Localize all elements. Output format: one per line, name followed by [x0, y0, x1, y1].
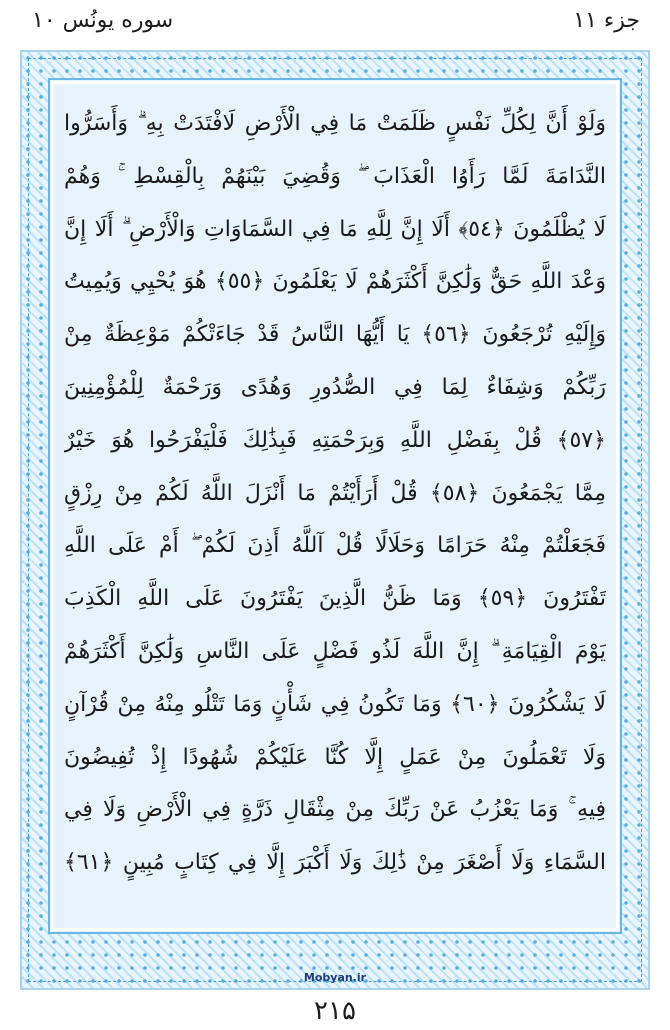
text-line-1: وَلَوْ أَنَّ لِكُلِّ نَفْسٍ ظَلَمَتْ مَا فِي الْأَرْضِ لَافْتَدَتْ بِهِ ۗ وَأَسَرُّوا	[64, 111, 606, 136]
ornamental-frame	[20, 50, 650, 990]
text-line-5: وَإِلَيْهِ تُرْجَعُونَ ﴿٥٦﴾ يَا أَيُّهَا النَّاسُ قَدْ جَاءَتْكُمْ مَوْعِظَةٌ مِنْ	[64, 322, 606, 348]
text-panel	[48, 78, 622, 934]
text-line-6: رَبِّكُمْ وَشِفَاءٌ لِمَا فِي الصُّدُورِ وَهُدًى وَرَحْمَةٌ لِلْمُؤْمِنِينَ	[64, 374, 606, 400]
text-line-4: وَعْدَ اللَّهِ حَقٌّ وَلَٰكِنَّ أَكْثَرَهُمْ لَا يَعْلَمُونَ ﴿٥٥﴾ هُوَ يُحْيِي وَيُمِيتُ	[64, 269, 606, 295]
surah-label: سوره یونُس ۱۰	[32, 8, 174, 33]
page-number: ۲۱۵	[314, 996, 356, 1026]
text-line-12: لَا يَشْكُرُونَ ﴿٦٠﴾ وَمَا تَكُونُ فِي شَأْنٍ وَمَا تَتْلُو مِنْهُ مِنْ قُرْآنٍ	[64, 691, 606, 717]
text-line-9: فَجَعَلْتُمْ مِنْهُ حَرَامًا وَحَلَالًا قُلْ آللَّهُ أَذِنَ لَكُمْ ۖ أَمْ عَلَى اللَّهِ	[64, 533, 606, 559]
brand-watermark: Mobyan.ir	[303, 971, 367, 984]
text-line-10: تَفْتَرُونَ ﴿٥٩﴾ وَمَا ظَنُّ الَّذِينَ يَفْتَرُونَ عَلَى اللَّهِ الْكَذِبَ	[64, 586, 606, 612]
text-line-8: مِمَّا يَجْمَعُونَ ﴿٥٨﴾ قُلْ أَرَأَيْتُمْ مَا أَنْزَلَ اللَّهُ لَكُمْ مِنْ رِزْقٍ	[64, 480, 606, 506]
text-line-2: النَّدَامَةَ لَمَّا رَأَوُا الْعَذَابَ ۖ وَقُضِيَ بَيْنَهُمْ بِالْقِسْطِ ۚ وَهُمْ	[64, 163, 606, 189]
text-line-14: فِيهِ ۚ وَمَا يَعْزُبُ عَنْ رَبِّكَ مِنْ مِثْقَالِ ذَرَّةٍ فِي الْأَرْضِ وَلَا فِي	[64, 797, 606, 823]
text-line-11: يَوْمَ الْقِيَامَةِ ۗ إِنَّ اللَّهَ لَذُو فَضْلٍ عَلَى النَّاسِ وَلَٰكِنَّ أَكْثَرَهُمْ	[64, 638, 606, 664]
text-line-13: وَلَا تَعْمَلُونَ مِنْ عَمَلٍ إِلَّا كُنَّا عَلَيْكُمْ شُهُودًا إِذْ تُفِيضُونَ	[64, 744, 606, 770]
quran-text	[64, 98, 606, 890]
juz-label: جزء ۱۱	[573, 8, 640, 33]
text-line-15: السَّمَاءِ وَلَا أَصْغَرَ مِنْ ذَٰلِكَ وَلَا أَكْبَرَ إِلَّا فِي كِتَابٍ مُبِينٍ ﴿٦١﴾	[64, 850, 606, 876]
text-line-7: ﴿٥٧﴾ قُلْ بِفَضْلِ اللَّهِ وَبِرَحْمَتِهِ فَبِذَٰلِكَ فَلْيَفْرَحُوا هُوَ خَيْرٌ	[64, 427, 606, 453]
page-header	[0, 0, 670, 50]
text-line-3: لَا يُظْلَمُونَ ﴿٥٤﴾ أَلَا إِنَّ لِلَّهِ مَا فِي السَّمَاوَاتِ وَالْأَرْضِ ۗ أَلَا إِنَّ	[64, 216, 606, 242]
